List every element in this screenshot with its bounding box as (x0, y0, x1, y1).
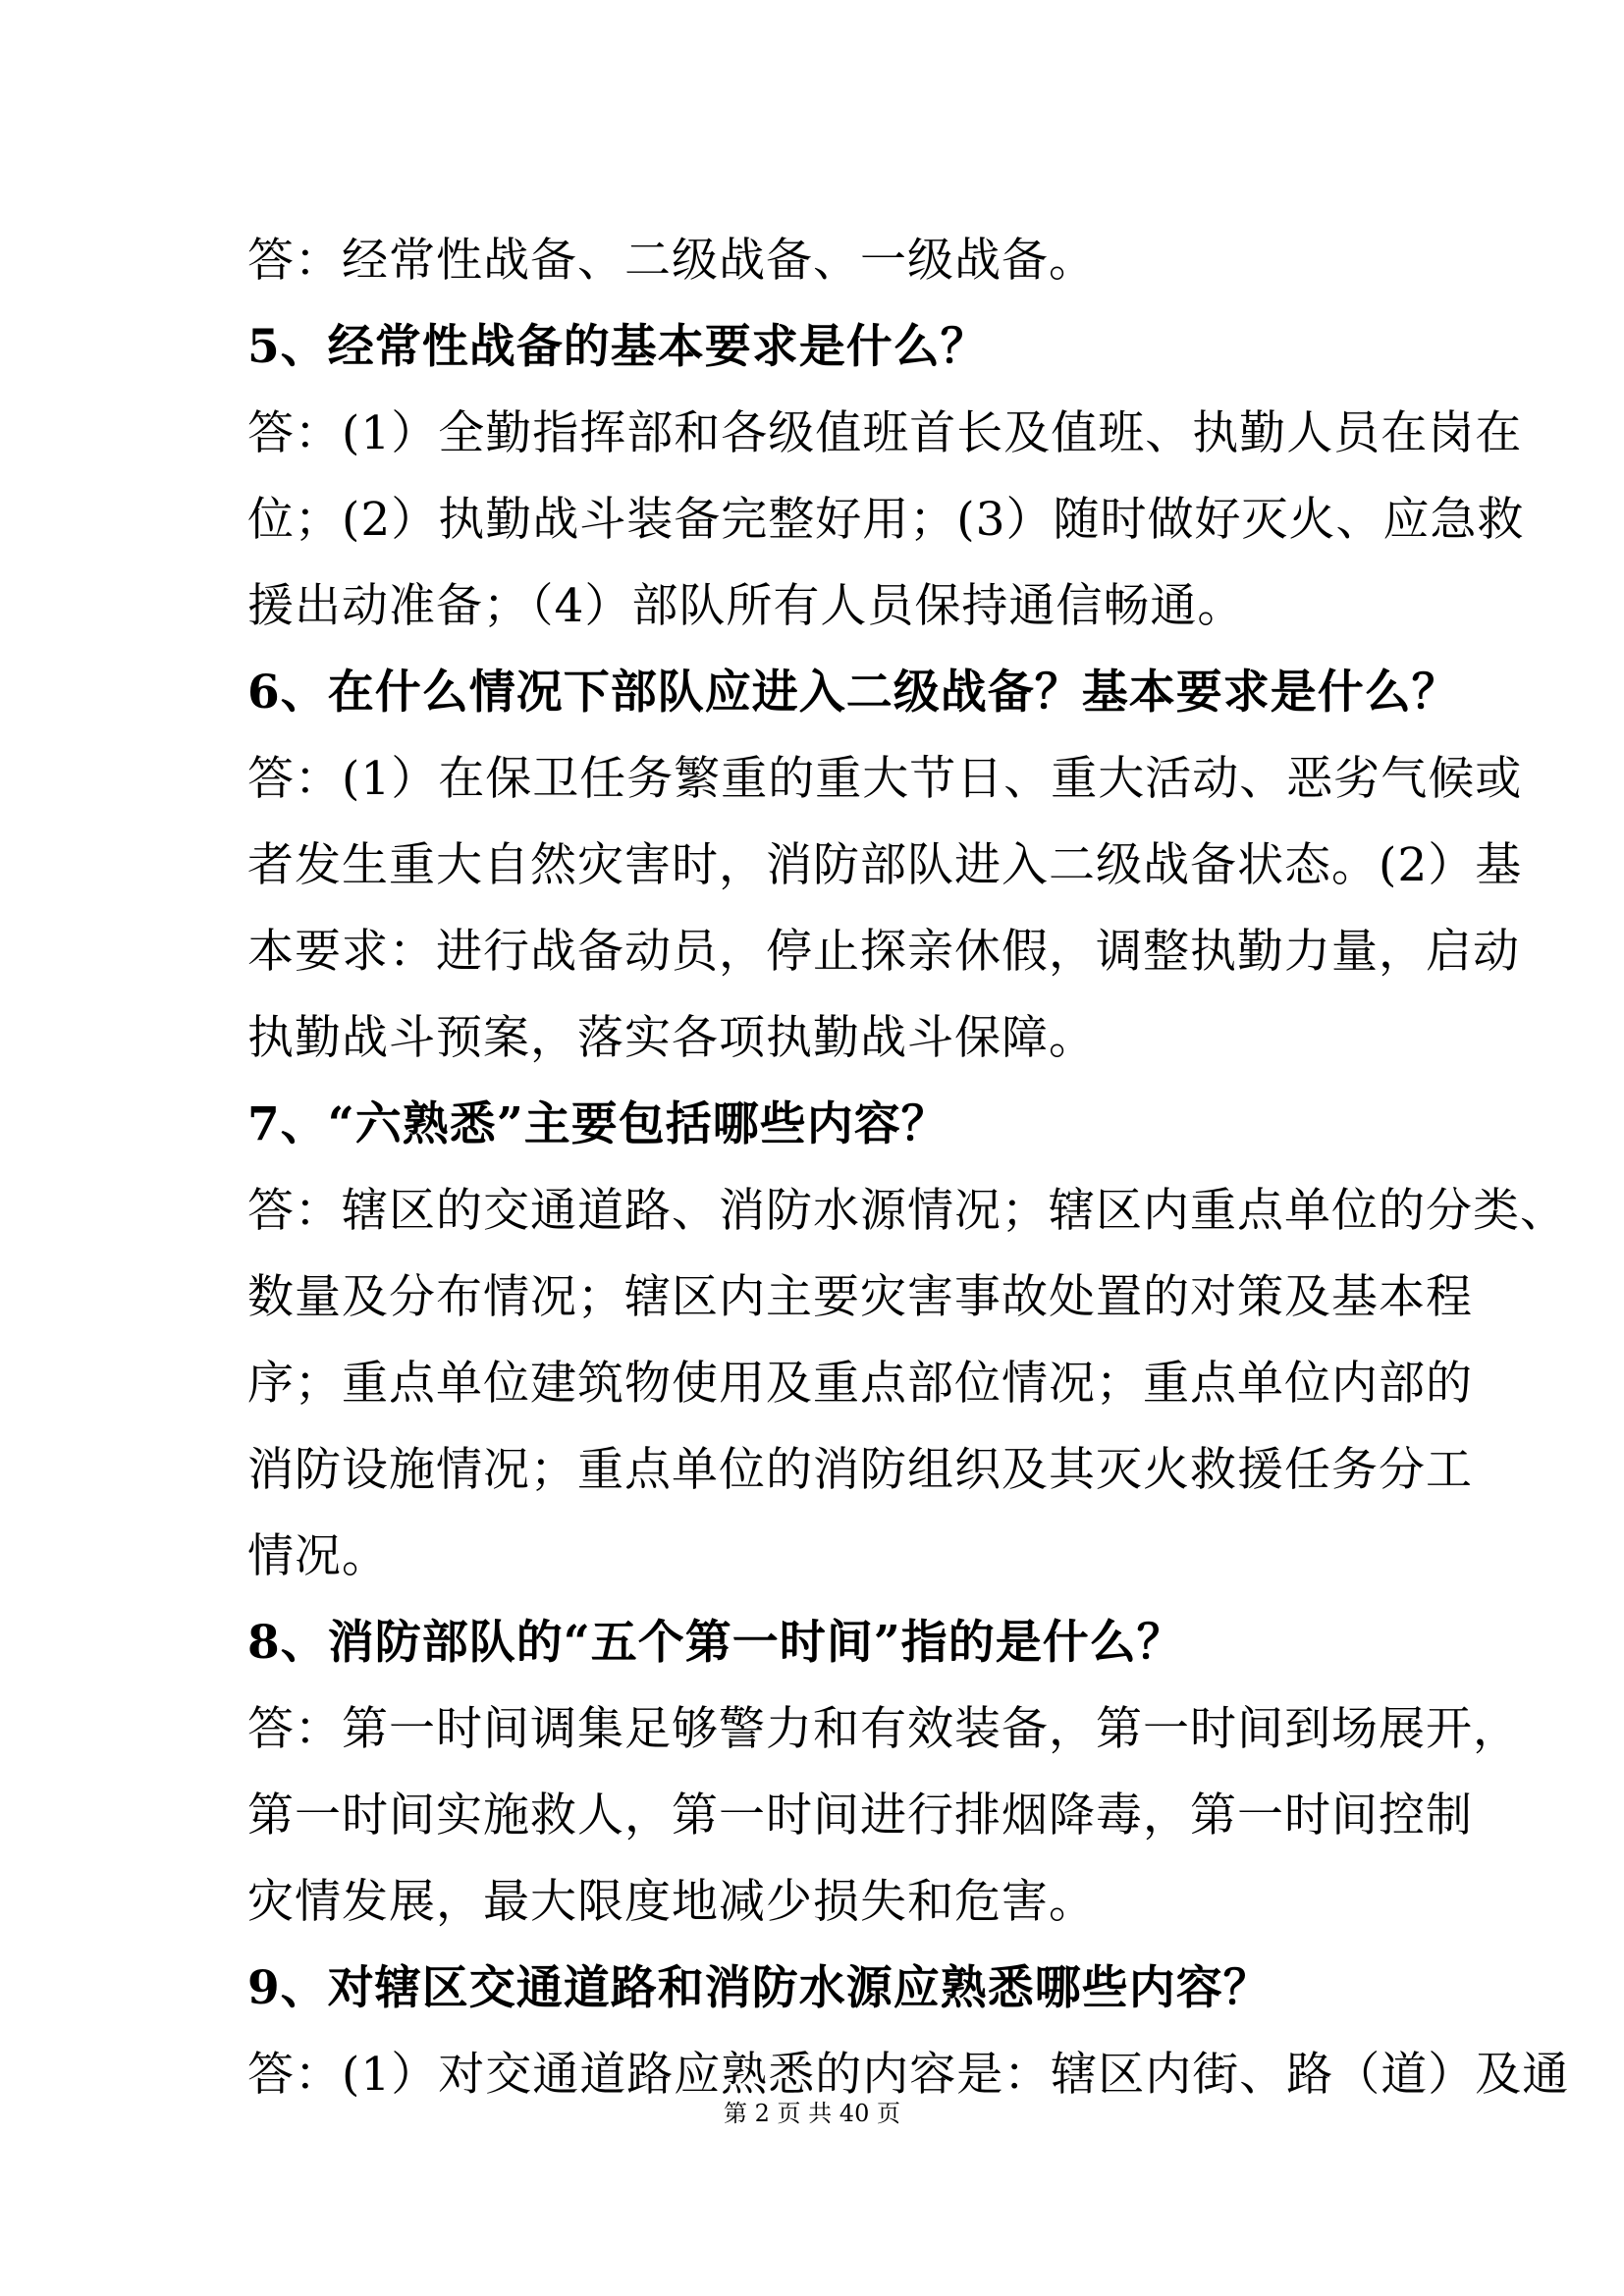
answer-line: 数量及分布情况；辖区内主要灾害事故处置的对策及基本程 (247, 1270, 1473, 1324)
answer-line: 第一时间实施救人，第一时间进行排烟降毒，第一时间控制 (247, 1789, 1473, 1842)
answer-line: 消防设施情况；重点单位的消防组织及其灭火救援任务分工 (247, 1443, 1473, 1497)
document-body (247, 218, 1570, 2118)
answer-line: 答：(1）全勤指挥部和各级值班首长及值班、执勤人员在岗在 (247, 406, 1523, 460)
question-heading: 6、在什么情况下部队应进入二级战备？基本要求是什么？ (247, 666, 1459, 720)
answer-line: 位；(2）执勤战斗装备完整好用；(3）随时做好灭火、应急救 (247, 493, 1525, 547)
answer-line: 本要求：进行战备动员，停止探亲休假，调整执勤力量，启动 (247, 925, 1520, 979)
answer-line: 情况。 (247, 1529, 389, 1583)
answer-line: 者发生重大自然灾害时，消防部队进入二级战备状态。(2）基 (247, 838, 1523, 892)
answer-line: 序；重点单位建筑物使用及重点部位情况；重点单位内部的 (247, 1357, 1473, 1411)
answer-line: 答：辖区的交通道路、消防水源情况；辖区内重点单位的分类、 (247, 1184, 1567, 1238)
answer-line: 答：经常性战备、二级战备、一级战备。 (247, 234, 1096, 288)
answer-line: 答：第一时间调集足够警力和有效装备，第一时间到场展开， (247, 1702, 1520, 1756)
question-heading: 7、“六熟悉”主要包括哪些内容？ (247, 1097, 948, 1151)
question-heading: 5、经常性战备的基本要求是什么？ (247, 320, 988, 374)
answer-line: 答：(1）对交通道路应熟悉的内容是：辖区内街、路（道）及通 (247, 2048, 1570, 2102)
question-heading: 9、对辖区交通道路和消防水源应熟悉哪些内容？ (247, 1961, 1271, 2015)
answer-line: 灾情发展，最大限度地减少损失和危害。 (247, 1875, 1096, 1929)
page-number-footer: 第 2 页 共 40 页 (724, 2100, 900, 2127)
question-heading: 8、消防部队的“五个第一时间”指的是什么？ (247, 1616, 1184, 1670)
answer-line: 执勤战斗预案，落实各项执勤战斗保障。 (247, 1011, 1096, 1065)
answer-line: 援出动准备；（4）部队所有人员保持通信畅通。 (247, 579, 1245, 633)
answer-line: 答：(1）在保卫任务繁重的重大节日、重大活动、恶劣气候或 (247, 752, 1523, 806)
